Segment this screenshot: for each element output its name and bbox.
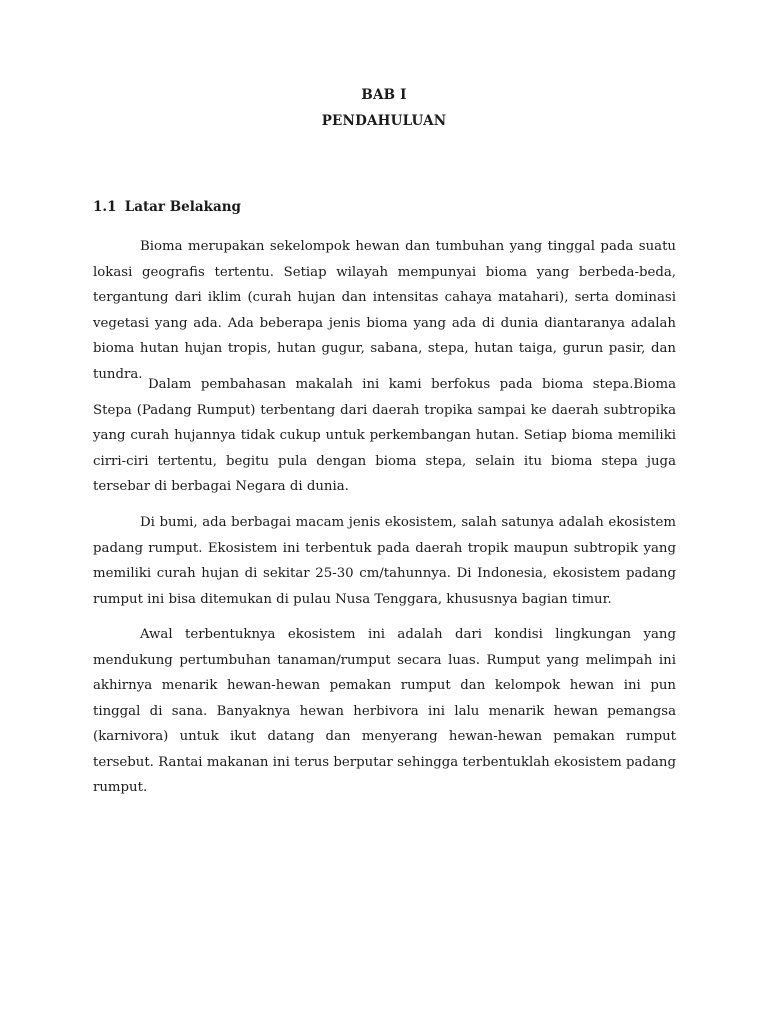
paragraph: Di bumi, ada berbagai macam jenis ekosistem, salah satunya adalah ekosistem padang rumput. Ekosistem ini terbentuk pada daerah tropik maupun subtropik yang memiliki curah hujan di sekitar 25-30 cm/tahunnya. Di Indonesia, ekosistem padang rumput ini bisa ditemukan di pulau Nusa Tenggara, khususnya bagian timur. [93,515,676,607]
section-number: 1.1 [93,199,117,215]
section-heading [93,199,241,215]
chapter-number: BAB I [361,87,407,103]
paragraph: Bioma merupakan sekelompok hewan dan tumbuhan yang tinggal pada suatu lokasi geografis tertentu. Setiap wilayah mempunyai bioma yang berbeda-beda, tergantung dari iklim (curah hujan dan intensitas cahaya matahari), serta dominasi vegetasi yang ada. Ada beberapa jenis bioma yang ada di dunia diantaranya adalah bioma hutan hujan tropis, hutan gugur, sabana, stepa, hutan taiga, gurun pasir, dan tundra. [93,239,676,382]
chapter-title: PENDAHULUAN [321,113,447,129]
section-title: Latar Belakang [124,199,241,215]
paragraph: Dalam pembahasan makalah ini kami berfokus pada bioma stepa.Bioma Stepa (Padang Rumput) terbentang dari daerah tropika sampai ke daerah subtropika yang curah hujannya tidak cukup untuk perkembangan hutan. Setiap bioma memiliki cirri-ciri tertentu, begitu pula dengan bioma stepa, selain itu bioma stepa juga tersebar di berbagai Negara di dunia. [93,377,676,494]
paragraph: Awal terbentuknya ekosistem ini adalah dari kondisi lingkungan yang mendukung pertumbuhan tanaman/rumput secara luas. Rumput yang melimpah ini akhirnya menarik hewan-hewan pemakan rumput dan kelompok hewan ini pun tinggal di sana. Banyaknya hewan herbivora ini lalu menarik hewan pemangsa (karnivora) untuk ikut datang dan menyerang hewan-hewan pemakan rumput tersebut. Rantai makanan ini terus berputar sehingga terbentuklah ekosistem padang rumput. [93,627,676,795]
